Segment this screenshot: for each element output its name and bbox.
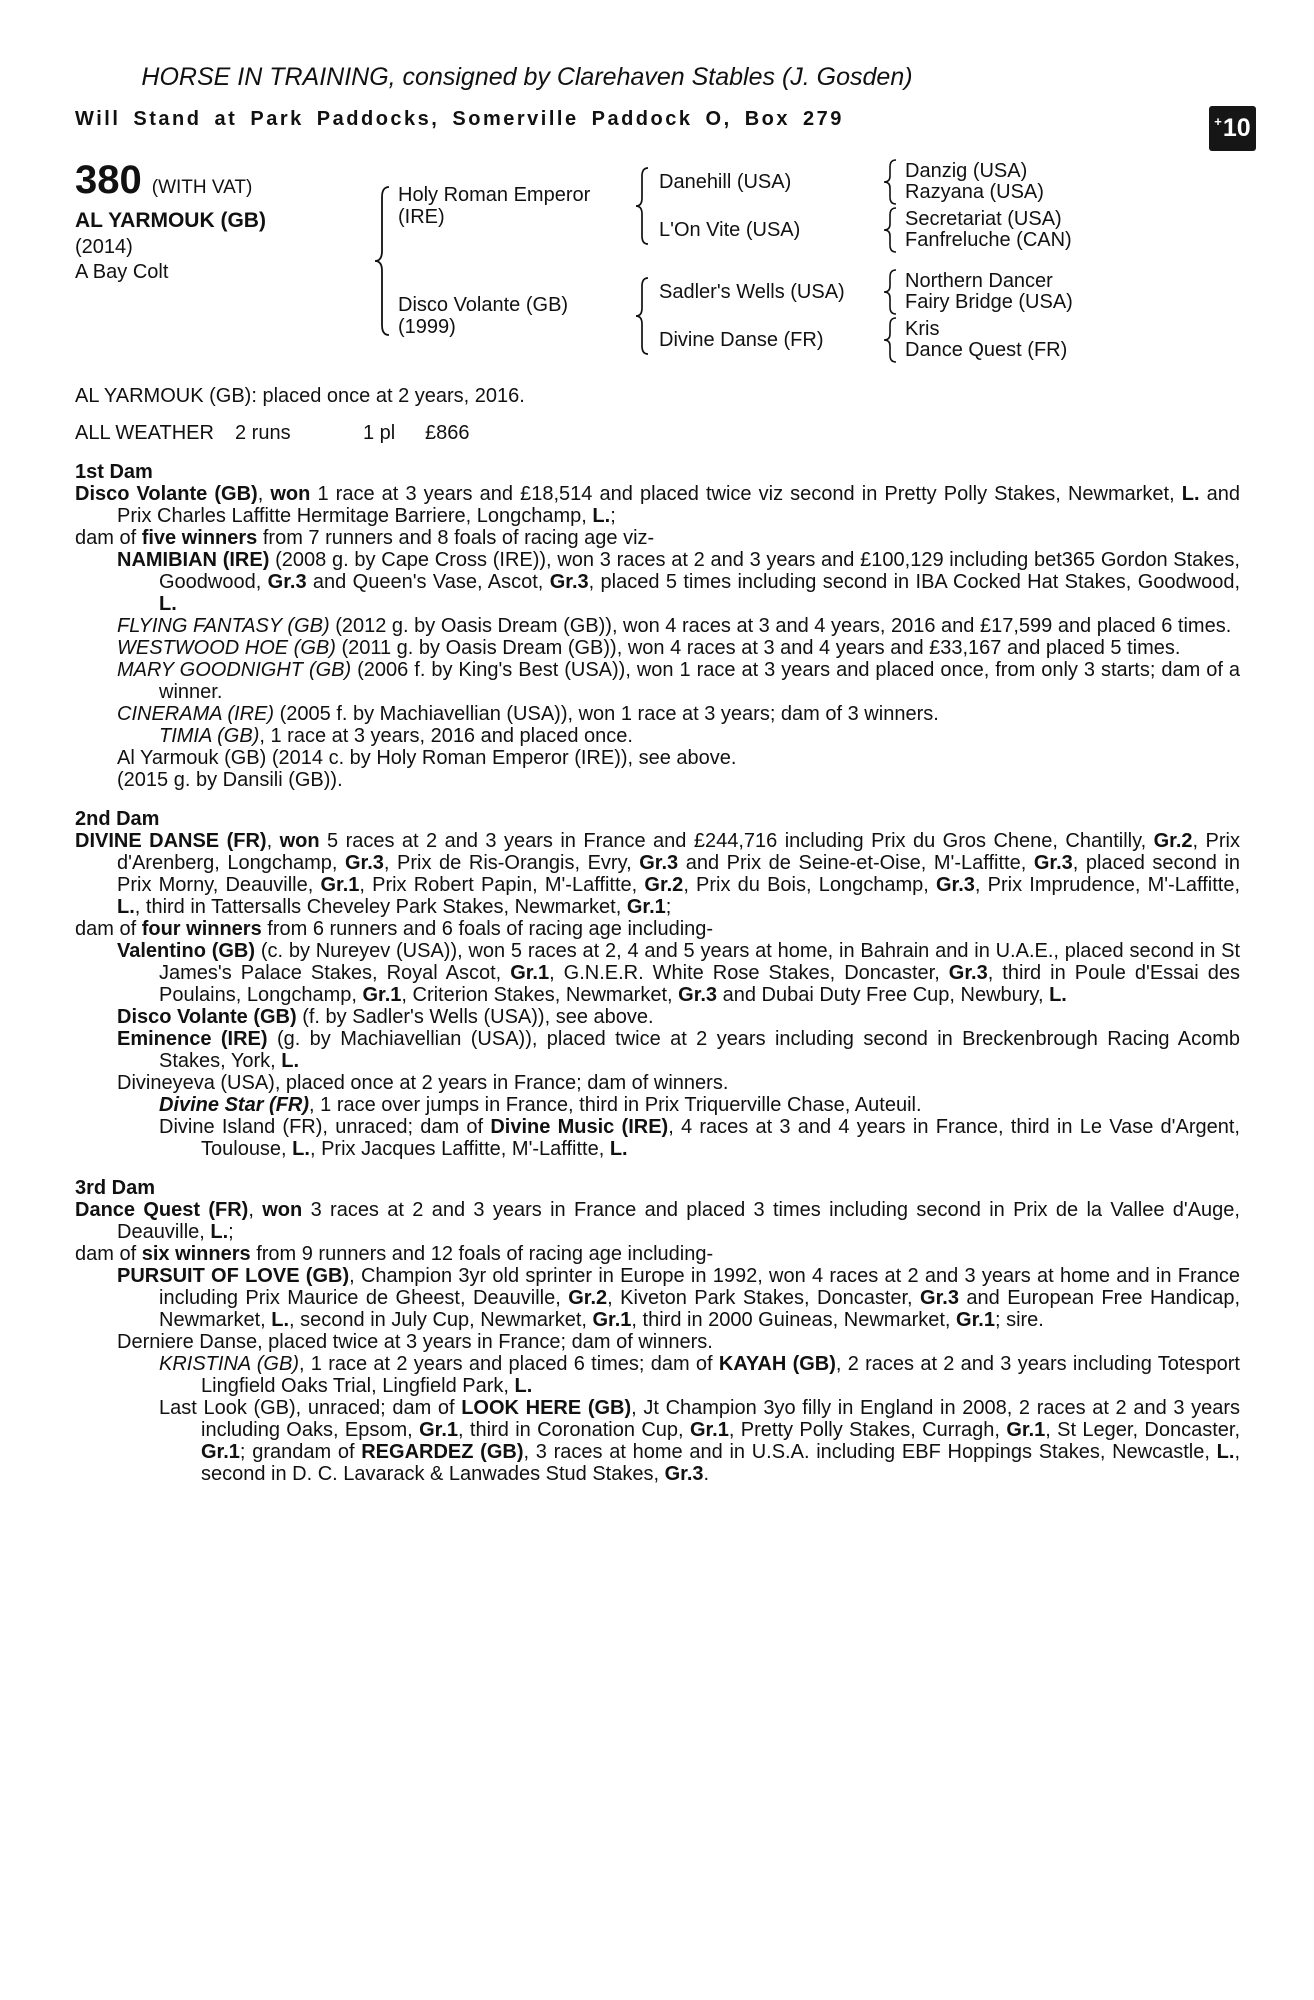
- race-statement: AL YARMOUK (GB): placed once at 2 years, 2016.: [75, 385, 525, 407]
- pedigree-paragraph: CINERAMA (IRE) (2005 f. by Machiavellian (USA)), won 1 race at 3 years; dam of 3 winners.: [117, 703, 939, 725]
- pedigree-block: [0, 159, 1314, 363]
- great-grandparent-name: Razyana (USA): [905, 181, 1044, 203]
- dam-grandparents: [659, 269, 1073, 363]
- pedigree-paragraph: Valentino (GB) (c. by Nureyev (USA)), won 5 races at 2, 4 and 5 years at home, in Bahrain and in U.A.E., placed second in St James's Palace Stakes, Royal Ascot, Gr.1, G.N.E.R. White Rose Stakes, Doncaster, Gr.3, third in Poule d'Essai des Poulains, Longchamp, Gr.1, Criterion Stakes, Newmarket, Gr.3 and Dubai Duty Free Cup, Newbury, L.: [117, 940, 1241, 1006]
- lot-info: [75, 159, 360, 284]
- race-record-row: [0, 422, 1314, 444]
- granddam-name: Divine Danse (FR): [659, 328, 824, 351]
- record-earnings: £866: [425, 422, 470, 444]
- badge-prefix: +: [1214, 114, 1222, 129]
- foal-year: (2014): [75, 236, 133, 258]
- pedigree-paragraph: (2015 g. by Dansili (GB)).: [117, 769, 343, 791]
- dam-heading: 1st Dam: [75, 461, 153, 483]
- pedigree-paragraph: Divineyeva (USA), placed once at 2 years in France; dam of winners.: [117, 1072, 729, 1094]
- pedigree-paragraph: FLYING FANTASY (GB) (2012 g. by Oasis Dream (GB)), won 4 races at 3 and 4 years, 2016 and £17,599 and placed 6 times.: [117, 615, 1232, 637]
- pedigree-paragraph: dam of four winners from 6 runners and 6 foals of racing age including-: [75, 918, 714, 940]
- great-grandparent-name: Northern Dancer: [905, 270, 1053, 292]
- grandparent-row: [659, 159, 1072, 205]
- record-placings: 1 pl: [363, 422, 396, 444]
- pedigree-tree: [398, 159, 1073, 363]
- pedigree-paragraph: Last Look (GB), unraced; dam of LOOK HERE (GB), Jt Champion 3yo filly in England in 2008, 2 races at 2 and 3 years including Oaks, Epsom, Gr.1, third in Coronation Cup, Gr.1, Pretty Polly Stakes, Curragh, Gr.1, St Leger, Doncaster, Gr.1; grandam of REGARDEZ (GB), 3 races at home and in U.S.A. including EBF Hoppings Stakes, Newcastle, L., second in D. C. Lavarack & Lanwades Stud Stakes, Gr.3.: [159, 1397, 1241, 1485]
- great-grandparent-name: Danzig (USA): [905, 160, 1028, 182]
- great-grandparents: [905, 161, 1044, 203]
- dam-heading: 3rd Dam: [75, 1177, 156, 1199]
- pedigree-paragraph: Divine Island (FR), unraced; dam of Divine Music (IRE), 4 races at 3 and 4 years in France, third in Le Vase d'Argent, Toulouse, L., Prix Jacques Laffitte, M'-Laffitte, L.: [159, 1116, 1240, 1160]
- dam-name: Disco Volante (GB): [398, 294, 569, 316]
- grandsire-name: Danehill (USA): [659, 170, 792, 193]
- pedigree-brace-icon: [635, 167, 649, 245]
- horse-description: A Bay Colt: [75, 261, 169, 283]
- pedigree-brace-icon: [883, 207, 897, 253]
- pedigree-paragraph: WESTWOOD HOE (GB) (2011 g. by Oasis Dream (GB)), won 4 races at 3 and 4 years and £33,167 and placed 5 times.: [117, 637, 1181, 659]
- dam-sections: [0, 461, 1314, 1485]
- pedigree-paragraph: PURSUIT OF LOVE (GB), Champion 3yr old sprinter in Europe in 1992, won 4 races at 2 and 3 years at home and in France including Prix Maurice de Gheest, Deauville, Gr.2, Kiveton Park Stakes, Doncaster, Gr.3 and European Free Handicap, Newmarket, L., second in July Cup, Newmarket, Gr.1, third in 2000 Guineas, Newmarket, Gr.1; sire.: [117, 1265, 1241, 1331]
- pedigree-paragraph: KRISTINA (GB), 1 race at 2 years and placed 6 times; dam of KAYAH (GB), 2 races at 2 and 3 years including Totesport Lingfield Oaks Trial, Lingfield Park, L.: [159, 1353, 1240, 1397]
- pedigree-paragraph: MARY GOODNIGHT (GB) (2006 f. by King's Best (USA)), won 1 race at 3 years and placed once, from only 3 starts; dam of a winner.: [117, 659, 1241, 703]
- pedigree-paragraph: Eminence (IRE) (g. by Machiavellian (USA)), placed twice at 2 years including second in Breckenbrough Racing Acomb Stakes, York, L.: [117, 1028, 1241, 1072]
- page-title: HORSE IN TRAINING, consigned by Clarehaven Stables (J. Gosden): [141, 63, 913, 91]
- pedigree-paragraph: Derniere Danse, placed twice at 3 years in France; dam of winners.: [117, 1331, 713, 1353]
- pedigree-brace-icon: [883, 159, 897, 205]
- day-number-badge: [1209, 106, 1256, 151]
- sire-name: Holy Roman Emperor (IRE): [398, 184, 591, 228]
- great-grandparent-name: Secretariat (USA): [905, 208, 1062, 230]
- pedigree-paragraph: dam of five winners from 7 runners and 8 foals of racing age viz-: [75, 527, 655, 549]
- great-grandparents: [905, 209, 1072, 251]
- great-grandparent-name: Dance Quest (FR): [905, 339, 1068, 361]
- sire-grandparents: [659, 159, 1072, 253]
- stand-row: [0, 108, 1314, 131]
- horse-name: AL YARMOUK (GB): [75, 209, 266, 232]
- badge-number: 10: [1222, 114, 1251, 142]
- great-grandparents: [905, 271, 1073, 313]
- granddam-name: L'On Vite (USA): [659, 218, 801, 241]
- lot-number-row: [75, 159, 360, 201]
- pedigree-brace-icon: [883, 317, 897, 363]
- record-runs: 2 runs: [235, 422, 291, 444]
- record-surface: ALL WEATHER: [75, 422, 214, 444]
- vat-note: (WITH VAT): [151, 177, 253, 198]
- grandparent-row: [659, 317, 1073, 363]
- stand-location: Will Stand at Park Paddocks, Somerville Paddock O, Box 279: [75, 108, 844, 130]
- grandsire-name: Sadler's Wells (USA): [659, 280, 845, 303]
- pedigree-paragraph: Dance Quest (FR), won 3 races at 2 and 3 years in France and placed 3 times including second in Prix de la Vallee d'Auge, Deauville, L.;: [75, 1199, 1240, 1243]
- dam-branch: [398, 269, 1073, 363]
- grandparent-row: [659, 269, 1073, 315]
- pedigree-paragraph: Disco Volante (GB), won 1 race at 3 years and £18,514 and placed twice viz second in Pretty Polly Stakes, Newmarket, L. and Prix Charles Laffitte Hermitage Barriere, Longchamp, L.;: [75, 483, 1240, 527]
- lot-number: 380: [75, 158, 142, 202]
- great-grandparents: [905, 319, 1067, 361]
- sire-branch: [398, 159, 1073, 253]
- grandparent-row: [659, 207, 1072, 253]
- pedigree-paragraph: NAMIBIAN (IRE) (2008 g. by Cape Cross (IRE)), won 3 races at 2 and 3 years and £100,129 including bet365 Gordon Stakes, Goodwood, Gr.3 and Queen's Vase, Ascot, Gr.3, placed 5 times including second in IBA Cocked Hat Stakes, Goodwood, L.: [117, 549, 1240, 615]
- pedigree-paragraph: Divine Star (FR), 1 race over jumps in France, third in Prix Triquerville Chase, Auteuil.: [159, 1094, 922, 1116]
- great-grandparent-name: Fairy Bridge (USA): [905, 291, 1073, 313]
- dam-cell: [398, 294, 593, 338]
- pedigree-paragraph: TIMIA (GB), 1 race at 3 years, 2016 and placed once.: [159, 725, 633, 747]
- dam-year: (1999): [398, 316, 456, 338]
- dam-heading: 2nd Dam: [75, 808, 160, 830]
- pedigree-paragraph: DIVINE DANSE (FR), won 5 races at 2 and 3 years in France and £244,716 including Prix du Gros Chene, Chantilly, Gr.2, Prix d'Arenberg, Longchamp, Gr.3, Prix de Ris-Orangis, Evry, Gr.3 and Prix de Seine-et-Oise, M'-Laffitte, Gr.3, placed second in Prix Morny, Deauville, Gr.1, Prix Robert Papin, M'-Laffitte, Gr.2, Prix du Bois, Longchamp, Gr.3, Prix Imprudence, M'-Laffitte, L., third in Tattersalls Cheveley Park Stakes, Newmarket, Gr.1;: [75, 830, 1241, 918]
- pedigree-brace-icon: [635, 277, 649, 355]
- pedigree-brace-icon: [883, 269, 897, 315]
- sire-cell: [398, 184, 593, 228]
- great-grandparent-name: Kris: [905, 318, 940, 340]
- great-grandparent-name: Fanfreluche (CAN): [905, 229, 1072, 251]
- pedigree-brace-icon: [374, 186, 390, 336]
- pedigree-paragraph: dam of six winners from 9 runners and 12 foals of racing age including-: [75, 1243, 714, 1265]
- pedigree-paragraph: Disco Volante (GB) (f. by Sadler's Wells (USA)), see above.: [117, 1006, 654, 1028]
- pedigree-paragraph: Al Yarmouk (GB) (2014 c. by Holy Roman Emperor (IRE)), see above.: [117, 747, 737, 769]
